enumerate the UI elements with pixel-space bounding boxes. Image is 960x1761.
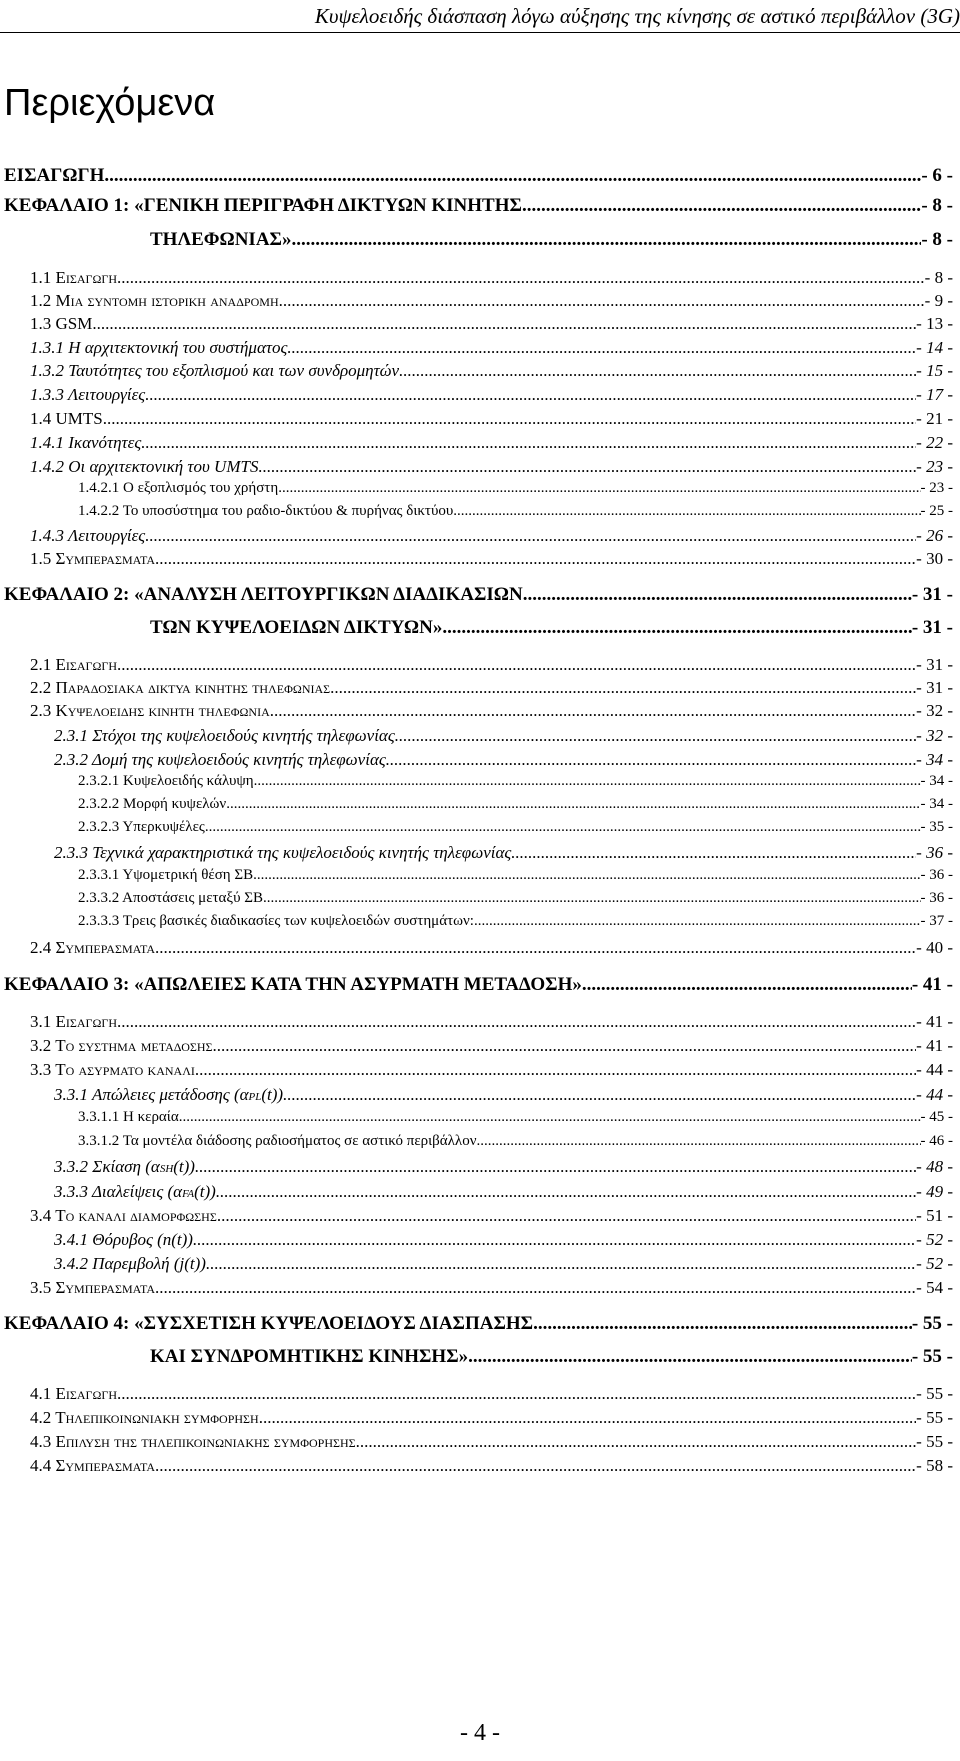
toc-entry-page: - 31 -: [911, 617, 953, 638]
toc-leader-dots: [442, 617, 912, 639]
toc-entry-title: ΚΕΦΑΛΑΙΟ 3: «ΑΠΩΛΕΙΕΣ ΚΑΤΑ ΤΗΝ ΑΣΥΡΜΑΤΗ ΜΕΤΑΔΟΣΗ»: [4, 974, 582, 995]
toc-entry-title: 2.3.3 Τεχνικά χαρακτηριστικά της κυψελοειδούς κινητής τηλεφωνίας: [54, 843, 512, 862]
toc-leader-dots: [117, 1384, 916, 1404]
toc-entry-title: 1.3.3 Λειτουργίες: [30, 385, 146, 404]
toc-entry-page: - 8 -: [921, 195, 953, 216]
toc-entry-title: 1.4.2 Οι αρχιτεκτονική του UMTS: [30, 457, 259, 476]
toc-entry[interactable]: [30, 655, 953, 675]
toc-leader-dots: [468, 1346, 912, 1368]
toc-entry-page: - 52 -: [916, 1254, 953, 1273]
toc-entry-page: - 31 -: [916, 655, 953, 674]
toc-entry[interactable]: [78, 773, 953, 790]
toc-leader-dots: [155, 938, 916, 958]
toc-entry-title: ΚΕΦΑΛΑΙΟ 2: «ΑΝΑΛΥΣΗ ΛΕΙΤΟΥΡΓΙΚΩΝ ΔΙΑΔΙΚΑΣΙΩΝ: [4, 584, 523, 605]
toc-entry-page: - 34 -: [920, 796, 953, 812]
toc-leader-dots: [155, 1456, 916, 1476]
toc-entry-page: - 13 -: [916, 314, 953, 333]
toc-entry-page: - 41 -: [916, 1012, 953, 1031]
toc-leader-dots: [195, 1157, 916, 1177]
toc-leader-dots: [476, 1133, 920, 1150]
toc-entry-title: 1.2 Μια συντομη ιστορικη αναδρομη: [30, 291, 279, 310]
toc-leader-dots: [205, 819, 921, 836]
toc-entry-page: - 44 -: [916, 1085, 953, 1104]
toc-entry-title: 2.3.3.3 Τρεις βασικές διαδικασίες των κυψελοειδών συστημάτων:: [78, 913, 474, 929]
toc-entry-page: - 32 -: [916, 701, 953, 720]
toc-entry[interactable]: [4, 165, 953, 187]
toc-leader-dots: [330, 678, 916, 698]
toc-entry-title: 1.3.1 Η αρχιτεκτονική του συστήματος: [30, 338, 288, 357]
toc-leader-dots: [474, 913, 921, 930]
toc-leader-dots: [533, 1313, 912, 1335]
toc-entry-page: - 21 -: [916, 409, 953, 428]
toc-entry-page: - 8 -: [921, 229, 953, 250]
toc-entry-title: 3.4 Το καναλι διαμορφωσης: [30, 1206, 217, 1225]
toc-leader-dots: [278, 480, 920, 497]
toc-entry-title: 3.4.2 Παρεμβολή (j(t)): [54, 1254, 206, 1273]
toc-entry-page: - 31 -: [916, 678, 953, 697]
toc-entry[interactable]: [78, 890, 953, 907]
toc-entry-title: 2.4 Συμπερασματα: [30, 938, 156, 957]
toc-entry-title: 4.1 Εισαγωγη: [30, 1384, 117, 1403]
toc-entry-title: 1.1 Εισαγωγη: [30, 268, 117, 287]
toc-entry[interactable]: [30, 678, 953, 698]
toc-entry[interactable]: [54, 1157, 953, 1177]
toc-entry-page: - 41 -: [911, 974, 953, 995]
toc-entry[interactable]: [4, 195, 953, 217]
toc-entry-title: 2.3.2.3 Υπερκυψέλες: [78, 819, 205, 835]
toc-entry[interactable]: [78, 867, 953, 884]
toc-entry-page: - 41 -: [916, 1036, 953, 1055]
toc-leader-dots: [145, 385, 916, 405]
toc-entry[interactable]: [150, 229, 953, 251]
toc-leader-dots: [356, 1432, 917, 1452]
toc-entry[interactable]: [30, 385, 953, 405]
toc-entry-title: 4.3 Επιλυση της τηλεπικοινωνιακης συμφορησης: [30, 1432, 356, 1451]
toc-entry-page: - 52 -: [916, 1230, 953, 1249]
toc-entry-subscript: FA: [182, 1188, 195, 1200]
toc-entry-page: - 48 -: [916, 1157, 953, 1176]
toc-entry-title: ΚΕΦΑΛΑΙΟ 4: «ΣΥΣΧΕΤΙΣΗ ΚΥΨΕΛΟΕΙΔΟΥΣ ΔΙΑΣΠΑΣΗΣ: [4, 1313, 534, 1334]
toc-entry[interactable]: [78, 503, 953, 520]
toc-entry[interactable]: [150, 617, 953, 639]
toc-entry-title: ΚΑΙ ΣΥΝΔΡΟΜΗΤΙΚΗΣ ΚΙΝΗΣΗΣ»: [150, 1346, 469, 1367]
toc-leader-dots: [279, 291, 925, 311]
toc-entry-page: - 51 -: [916, 1206, 953, 1225]
toc-entry[interactable]: [30, 291, 953, 311]
toc-entry-page: - 36 -: [916, 843, 953, 862]
toc-entry-title: 2.3.2 Δομή της κυψελοειδούς κινητής τηλεφωνίας: [54, 750, 386, 769]
toc-leader-dots: [117, 268, 925, 288]
toc-entry-page: - 58 -: [916, 1456, 953, 1475]
toc-entry-title: 2.3 Κυψελοειδης κινητη τηλεφωνια: [30, 701, 270, 720]
toc-leader-dots: [283, 1085, 916, 1105]
toc-entry-page: - 55 -: [911, 1313, 953, 1334]
toc-entry-page: - 36 -: [920, 867, 953, 883]
toc-entry-title: 3.3.1.1 Η κεραία: [78, 1109, 179, 1125]
toc-entry-title: 3.3.1 Απώλειες μετάδοσης (α: [54, 1085, 249, 1104]
toc-entry[interactable]: [30, 1278, 953, 1298]
toc-entry[interactable]: [30, 433, 953, 453]
toc-entry-title: 3.3.1.2 Τα μοντέλα διάδοσης ραδιοσήματος σε αστικό περιβάλλον: [78, 1133, 477, 1149]
toc-entry-page: - 32 -: [916, 726, 953, 745]
toc-entry[interactable]: [30, 457, 953, 477]
toc-leader-dots: [511, 843, 916, 863]
toc-entry-title: 2.3.3.2 Αποστάσεις μεταξύ ΣΒ: [78, 890, 263, 906]
toc-entry[interactable]: [30, 701, 953, 721]
toc-leader-dots: [195, 1060, 916, 1080]
toc-leader-dots: [291, 229, 921, 251]
toc-entry-title: 1.4.3 Λειτουργίες: [30, 526, 146, 545]
toc-entry[interactable]: [54, 1182, 953, 1202]
toc-entry[interactable]: [30, 938, 953, 958]
toc-entry[interactable]: [30, 409, 953, 429]
toc-entry[interactable]: [4, 1313, 953, 1335]
toc-entry[interactable]: [30, 361, 953, 381]
toc-leader-dots: [270, 701, 916, 721]
toc-entry-title: 1.4.2.1 Ο εξοπλισμός του χρήστη: [78, 480, 279, 496]
toc-entry-title: 4.2 Τηλεπικοινωνιακη συμφορηση: [30, 1408, 259, 1427]
toc-leader-dots: [386, 750, 916, 770]
toc-entry[interactable]: [78, 480, 953, 497]
toc-entry[interactable]: [54, 750, 953, 770]
toc-entry-page: - 46 -: [920, 1133, 953, 1149]
page-number: - 4 -: [460, 1720, 500, 1746]
toc-entry-title: 3.3.2 Σκίαση (α: [54, 1157, 160, 1176]
toc-entry[interactable]: [54, 843, 953, 863]
toc-entry-page: - 34 -: [916, 750, 953, 769]
toc-entry[interactable]: [54, 726, 953, 746]
toc-entry[interactable]: [30, 1408, 953, 1428]
toc-leader-dots: [213, 1036, 917, 1056]
toc-entry[interactable]: [54, 1085, 953, 1105]
toc-entry-page: - 44 -: [916, 1060, 953, 1079]
toc-entry-title: 3.3.3 Διαλείψεις (α: [54, 1182, 183, 1201]
toc-entry-title-tail: (t)): [194, 1182, 216, 1201]
toc-leader-dots: [155, 1278, 916, 1298]
toc-entry[interactable]: [78, 796, 953, 813]
toc-entry-title: 3.5 Συμπερασματα: [30, 1278, 156, 1297]
toc-entry-page: - 34 -: [920, 773, 953, 789]
toc-entry-title: 2.3.2.1 Κυψελοειδής κάλυψη: [78, 773, 254, 789]
toc-entry-page: - 23 -: [920, 480, 953, 496]
toc-entry[interactable]: [78, 1133, 953, 1150]
toc-leader-dots: [92, 314, 916, 334]
toc-entry-title: ΕΙΣΑΓΩΓΗ: [4, 165, 105, 186]
toc-entry-page: - 36 -: [920, 890, 953, 906]
toc-leader-dots: [145, 526, 916, 546]
toc-entry-page: - 26 -: [916, 526, 953, 545]
toc-entry-page: - 22 -: [916, 433, 953, 452]
toc-entry[interactable]: [30, 1036, 953, 1056]
toc-entry-title: 1.3.2 Ταυτότητες του εξοπλισμού και των συνδρομητών: [30, 361, 400, 380]
toc-entry-title: 3.1 Εισαγωγη: [30, 1012, 117, 1031]
toc-leader-dots: [253, 867, 920, 884]
toc-entry-title: 2.3.1 Στόχοι της κυψελοειδούς κινητής τηλεφωνίας: [54, 726, 395, 745]
toc-leader-dots: [117, 1012, 916, 1032]
toc-leader-dots: [582, 974, 912, 996]
page-title: Περιεχόμενα: [4, 82, 216, 124]
toc-entry-title: 2.3.2.2 Μορφή κυψελών: [78, 796, 227, 812]
toc-entry-page: - 30 -: [916, 549, 953, 568]
toc-entry[interactable]: [30, 338, 953, 358]
toc-entry-page: - 31 -: [911, 584, 953, 605]
toc-leader-dots: [453, 503, 920, 520]
toc-entry-page: - 6 -: [921, 165, 953, 186]
toc-leader-dots: [254, 773, 921, 790]
toc-entry-title: 1.3 GSM: [30, 314, 93, 333]
toc-entry[interactable]: [4, 974, 953, 996]
toc-entry-title: 4.4 Συμπερασματα: [30, 1456, 156, 1475]
toc-leader-dots: [226, 796, 920, 813]
toc-entry-title: 3.4.1 Θόρυβος (n(t)): [54, 1230, 193, 1249]
toc-entry[interactable]: [54, 1254, 953, 1274]
toc-leader-dots: [395, 726, 916, 746]
toc-entry-page: - 55 -: [916, 1384, 953, 1403]
toc-leader-dots: [104, 165, 921, 187]
toc-entry-title: ΤΗΛΕΦΩΝΙΑΣ»: [150, 229, 292, 250]
toc-entry-page: - 37 -: [920, 913, 953, 929]
toc-entry-page: - 23 -: [916, 457, 953, 476]
toc-leader-dots: [399, 361, 916, 381]
header-title: Κυψελοειδής διάσπαση λόγω αύξησης της κίνησης σε αστικό περιβάλλον (3G): [314, 4, 960, 28]
toc-entry[interactable]: [30, 549, 953, 569]
toc-entry-page: - 25 -: [920, 503, 953, 519]
toc-entry-page: - 54 -: [916, 1278, 953, 1297]
toc-entry[interactable]: [30, 1206, 953, 1226]
toc-leader-dots: [259, 1408, 916, 1428]
toc-leader-dots: [179, 1109, 921, 1126]
toc-entry[interactable]: [150, 1346, 953, 1368]
toc-leader-dots: [193, 1230, 916, 1250]
toc-entry-title: ΤΩΝ ΚΥΨΕΛΟΕΙΔΩΝ ΔΙΚΤΥΩΝ»: [150, 617, 443, 638]
toc-leader-dots: [523, 584, 912, 606]
toc-leader-dots: [263, 890, 921, 907]
toc-entry-page: - 55 -: [911, 1346, 953, 1367]
toc-entry-page: - 55 -: [916, 1432, 953, 1451]
toc-entry[interactable]: [78, 819, 953, 836]
toc-entry[interactable]: [78, 913, 953, 930]
toc-leader-dots: [117, 655, 916, 675]
toc-leader-dots: [155, 549, 916, 569]
running-header: [0, 0, 960, 34]
toc-entry-page: - 49 -: [916, 1182, 953, 1201]
toc-entry-title: 1.4.1 Ικανότητες: [30, 433, 142, 452]
toc-entry-title: 2.1 Εισαγωγη: [30, 655, 117, 674]
toc-leader-dots: [287, 338, 916, 358]
toc-leader-dots: [522, 195, 921, 217]
toc-leader-dots: [141, 433, 916, 453]
toc-entry[interactable]: [54, 1230, 953, 1250]
toc-entry[interactable]: [78, 1109, 953, 1126]
toc-leader-dots: [258, 457, 916, 477]
toc-entry-title: ΚΕΦΑΛΑΙΟ 1: «ΓΕΝΙΚΗ ΠΕΡΙΓΡΑΦΗ ΔΙΚΤΥΩΝ ΚΙΝΗΤΗΣ: [4, 195, 522, 216]
toc-entry-title: 1.4.2.2 Το υποσύστημα του ραδιο-δικτύου & πυρήνας δικτύου: [78, 503, 454, 519]
toc-entry-page: - 8 -: [924, 268, 953, 287]
toc-entry-title: 3.2 Το συστημα μεταδοσης: [30, 1036, 213, 1055]
toc-entry-title: 2.3.3.1 Υψομετρική θέση ΣΒ: [78, 867, 254, 883]
toc-entry-page: - 45 -: [920, 1109, 953, 1125]
toc-entry[interactable]: [30, 1060, 953, 1080]
toc-leader-dots: [103, 409, 916, 429]
toc-entry[interactable]: [30, 1012, 953, 1032]
toc-entry-title-tail: (t)): [261, 1085, 284, 1104]
toc-entry[interactable]: [30, 268, 953, 288]
toc-entry[interactable]: [30, 526, 953, 546]
toc-entry[interactable]: [30, 1384, 953, 1404]
header-rule: [0, 32, 960, 33]
toc-entry-page: - 15 -: [916, 361, 953, 380]
toc-entry-page: - 55 -: [916, 1408, 953, 1427]
toc-entry-subscript: SH: [159, 1163, 174, 1175]
toc-entry-title: 2.2 Παραδοσιακα δικτυα κινητης τηλεφωνιας: [30, 678, 331, 697]
toc-entry[interactable]: [30, 1432, 953, 1452]
toc-entry[interactable]: [30, 314, 953, 334]
toc-entry-title: 1.4 UMTS: [30, 409, 103, 428]
toc-entry-page: - 35 -: [920, 819, 953, 835]
toc-entry-page: - 17 -: [916, 385, 953, 404]
toc-leader-dots: [216, 1182, 916, 1202]
toc-entry-title: 1.5 Συμπερασματα: [30, 549, 156, 568]
toc-leader-dots: [206, 1254, 916, 1274]
toc-entry-title-tail: (t)): [173, 1157, 195, 1176]
toc-entry-page: - 9 -: [924, 291, 953, 310]
toc-entry-page: - 40 -: [916, 938, 953, 957]
toc-leader-dots: [217, 1206, 916, 1226]
toc-entry[interactable]: [4, 584, 953, 606]
toc-entry-subscript: PL: [248, 1091, 262, 1103]
toc-entry-title: 3.3 Το ασυρματο καναλι: [30, 1060, 195, 1079]
toc-entry-page: - 14 -: [916, 338, 953, 357]
toc-entry[interactable]: [30, 1456, 953, 1476]
